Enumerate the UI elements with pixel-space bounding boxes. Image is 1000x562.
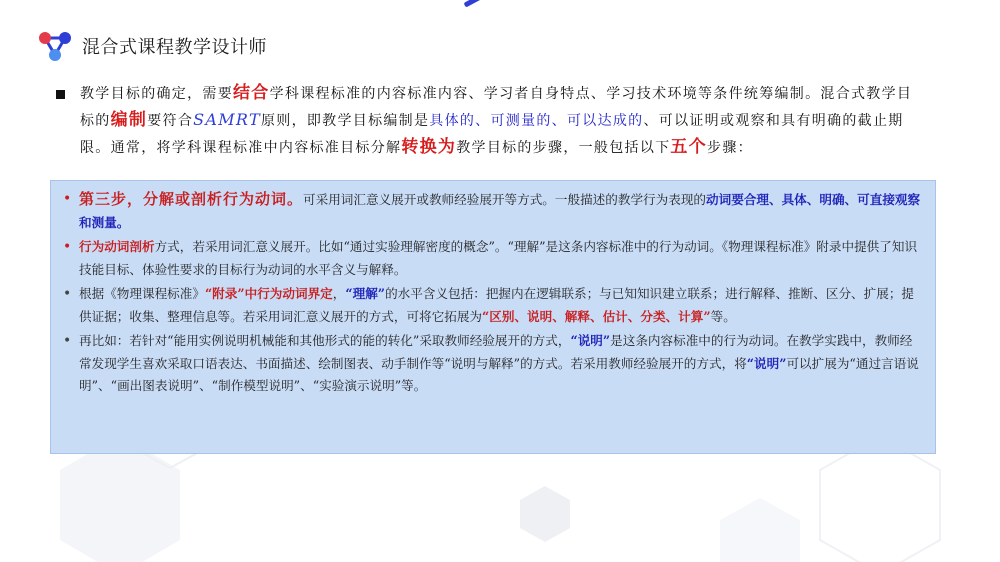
bullet-dot-icon: •	[63, 191, 72, 207]
intro-paragraph	[56, 80, 926, 161]
list-item: • 行为动词剖析方式，若采用词汇意义展开。比如“通过实验理解密度的概念”。“理解”是这条内容标准中的行为动词。《物理课程标准》附录中提供了知识技能目标、体验性要求的目标行为动词的水平含义与解释。	[63, 236, 923, 281]
list-item: • 第三步，分解或剖析行为动词。可采用词汇意义展开或教师经验展开等方式。一般描述的教学行为表现的动词要合理、具体、明确、可直接观察和测量。	[63, 188, 923, 234]
bullet-dot-icon: •	[63, 333, 72, 349]
logo-icon	[38, 30, 72, 62]
bullet-dot-icon: •	[63, 286, 72, 302]
square-bullet-icon	[56, 90, 65, 99]
list-item: • 再比如：若针对“能用实例说明机械能和其他形式的能的转化”采取教师经验展开的方式，“说明”是这条内容标准中的行为动词。在教学实践中，教师经常发现学生喜欢采取口语表达、书面描述、绘制图表、动手制作等“说明与解释”的方式。若采用教师经验展开的方式，将“说明”可以扩展为“通过言语说明”、“画出图表说明”、“制作模型说明”、“实验演示说明”等。	[63, 330, 923, 398]
header	[38, 30, 267, 62]
bullet-dot-icon: •	[63, 239, 72, 255]
header-title: 混合式课程教学设计师	[82, 37, 267, 58]
intro-text: 教学目标的确定，需要结合学科课程标准的内容标准内容、学习者自身特点、学习技术环境等条件统筹编制。混合式教学目标的编制要符合SAMRT原则，即教学目标编制是具体的、可测量的、可以达成的、可以证明或观察和具有明确的截止期限。通常，将学科课程标准中内容标准目标分解转换为教学目标的步骤，一般包括以下五个步骤：	[80, 83, 913, 157]
content-panel	[50, 180, 936, 454]
list-item: • 根据《物理课程标准》“附录”中行为动词界定，“理解”的水平含义包括：把握内在逻辑联系；与已知知识建立联系；进行解释、推断、区分、扩展；提供证据；收集、整理信息等。若采用词汇意义展开的方式，可将它拓展为“区别、说明、解释、估计、分类、计算”等。	[63, 283, 923, 328]
